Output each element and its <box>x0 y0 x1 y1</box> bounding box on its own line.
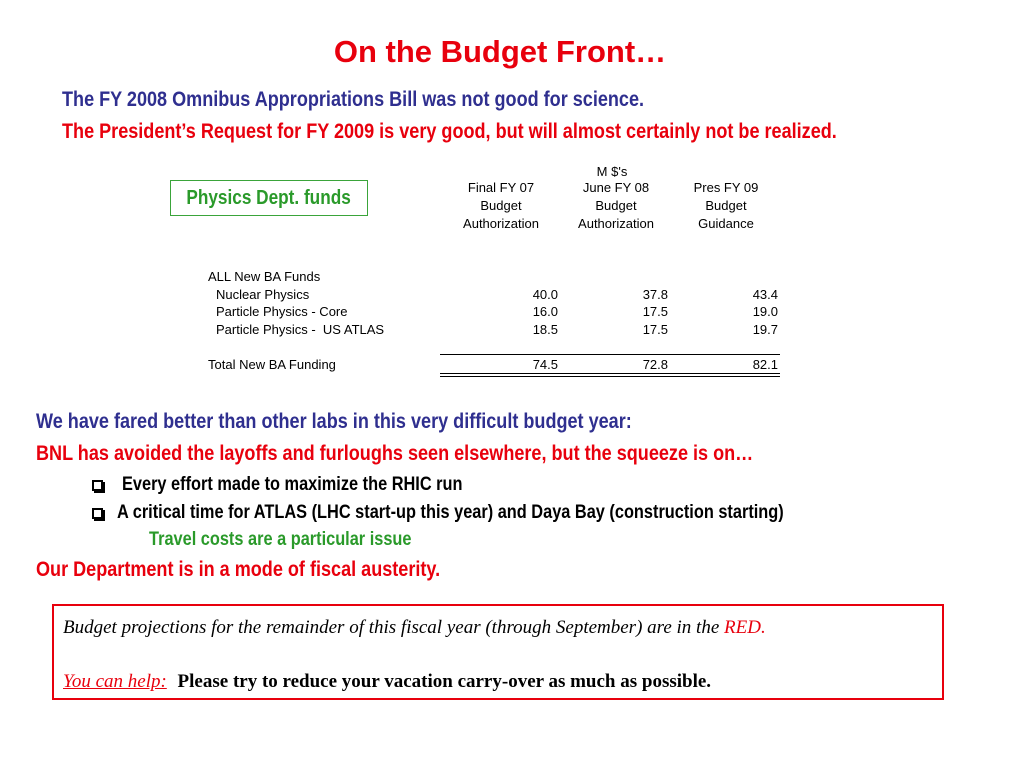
checkbox-bullet-icon <box>92 508 103 519</box>
total-fy08: 72.8 <box>642 357 668 372</box>
row-label-nuclear: Nuclear Physics <box>216 287 310 302</box>
total-label: Total New BA Funding <box>208 357 336 372</box>
row-atlas-fy08: 17.5 <box>642 322 668 337</box>
help-text: Please try to reduce your vacation carry-over as much as possible. <box>177 671 712 692</box>
note-red-word: RED. <box>724 617 766 638</box>
row-atlas-fy07: 18.5 <box>532 322 558 337</box>
total-double-rule-1 <box>440 373 780 374</box>
col-1-header-line-2: Budget <box>480 198 522 213</box>
checkbox-bullet-icon <box>92 480 103 491</box>
row-nuclear-fy09: 43.4 <box>752 287 778 302</box>
physics-funds-label: Physics Dept. funds <box>186 186 352 209</box>
col-3-header-line-1: Pres FY 09 <box>693 180 759 195</box>
bullet-2-text: A critical time for ATLAS (LHC start-up this year) and Daya Bay (construction starting) <box>117 502 784 523</box>
units-label: M $'s <box>596 164 628 179</box>
col-2-header-line-1: June FY 08 <box>582 180 650 195</box>
row-nuclear-fy07: 40.0 <box>532 287 558 302</box>
note-box <box>52 604 944 700</box>
col-3-header-line-3: Guidance <box>698 216 754 231</box>
total-top-rule <box>440 354 780 355</box>
intro-line-2: The President’s Request for FY 2009 is very good, but will almost certainly not be realized. <box>62 120 837 143</box>
bullet-2-marker <box>92 506 103 524</box>
body-line-1: We have fared better than other labs in this very difficult budget year: <box>36 410 632 433</box>
section-label: ALL New BA Funds <box>208 269 321 284</box>
page-title: On the Budget Front… <box>333 34 667 69</box>
row-label-particle-core: Particle Physics - Core <box>216 304 348 319</box>
row-atlas-fy09: 19.7 <box>752 322 778 337</box>
body-line-2: BNL has avoided the layoffs and furloughs seen elsewhere, but the squeeze is on… <box>36 442 754 465</box>
col-2-header-line-2: Budget <box>595 198 637 213</box>
col-2-header-line-3: Authorization <box>578 216 654 231</box>
total-fy09: 82.1 <box>752 357 778 372</box>
row-core-fy07: 16.0 <box>532 304 558 319</box>
body-line-3: Our Department is in a mode of fiscal austerity. <box>36 558 441 581</box>
intro-line-1: The FY 2008 Omnibus Appropriations Bill was not good for science. <box>62 88 645 111</box>
total-fy07: 74.5 <box>532 357 558 372</box>
note-line-1 <box>63 617 766 639</box>
total-double-rule-2 <box>440 376 780 377</box>
help-label: You can help: <box>63 671 167 692</box>
bullet-1-text: Every effort made to maximize the RHIC run <box>122 474 463 495</box>
row-core-fy08: 17.5 <box>642 304 668 319</box>
bullet-1-marker <box>92 478 103 496</box>
col-3-header-line-2: Budget <box>705 198 747 213</box>
col-1-header-line-3: Authorization <box>463 216 539 231</box>
row-core-fy09: 19.0 <box>752 304 778 319</box>
row-label-particle-atlas: Particle Physics - US ATLAS <box>216 322 385 337</box>
sub-point-text: Travel costs are a particular issue <box>149 529 412 550</box>
note-line-2 <box>63 671 711 693</box>
physics-funds-box <box>170 180 368 216</box>
col-1-header-line-1: Final FY 07 <box>467 180 535 195</box>
row-nuclear-fy08: 37.8 <box>642 287 668 302</box>
note-line-1-text: Budget projections for the remainder of this fiscal year (through September) are in the <box>63 617 720 638</box>
